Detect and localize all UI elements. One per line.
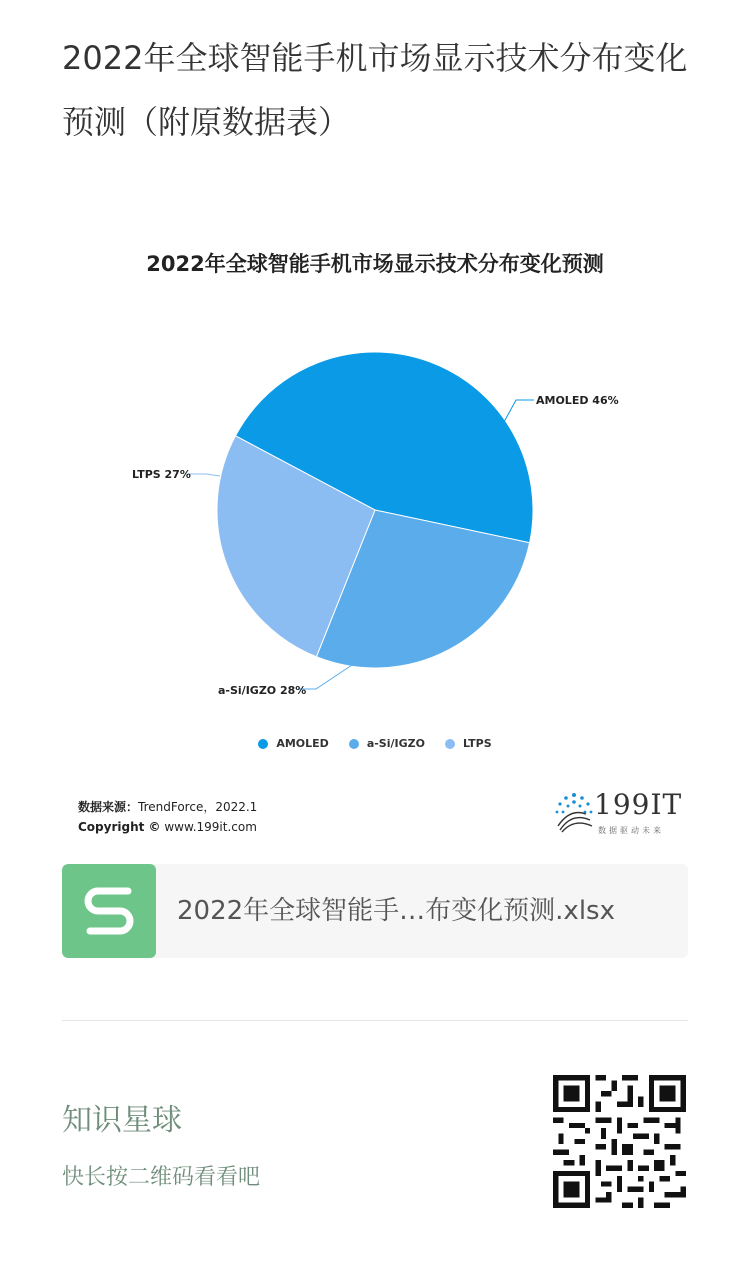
- chart-title: 2022年全球智能手机市场显示技术分布变化预测: [146, 252, 604, 276]
- legend-label: a-Si/IGZO: [366, 737, 425, 750]
- planet-title: 知识星球: [62, 1103, 182, 1138]
- article-title: 2022年全球智能手机市场显示技术分布变化预测（附原数据表）: [62, 39, 688, 141]
- chart-legend: [62, 737, 688, 750]
- planet-subtitle: 快长按二维码看看吧: [62, 1165, 261, 1190]
- copyright-text: www.199it.com: [160, 820, 257, 834]
- legend-item-ltps: [445, 737, 492, 750]
- legend-label: LTPS: [462, 737, 492, 750]
- leader-line-amoled: [504, 400, 534, 422]
- slice-label-amoled: AMOLED 46%: [536, 394, 619, 407]
- divider: [62, 1020, 688, 1021]
- dots-logo-icon: [552, 790, 596, 834]
- legend-item-amoled: [258, 737, 328, 750]
- attachment-file-name: 2022年全球智能手…布变化预测.xlsx: [177, 896, 615, 926]
- qr-code-icon[interactable]: [553, 1075, 686, 1208]
- brand-logo: [552, 788, 682, 838]
- source-text: TrendForce，2022.1: [138, 800, 258, 814]
- leader-line-ltps: [188, 474, 220, 476]
- legend-dot-icon: [349, 739, 359, 749]
- spreadsheet-icon: [62, 864, 156, 958]
- source-label: 数据来源：: [78, 800, 139, 814]
- attachment-card[interactable]: [62, 864, 688, 958]
- chart-image[interactable]: [62, 210, 688, 850]
- legend-dot-icon: [445, 739, 455, 749]
- slice-label-ltps: LTPS 27%: [132, 468, 191, 481]
- copyright-label: Copyright ©: [78, 820, 161, 834]
- pie-chart: [62, 210, 688, 850]
- legend-dot-icon: [258, 739, 268, 749]
- legend-label: AMOLED: [276, 737, 329, 750]
- chart-source: [78, 797, 257, 837]
- logo-slogan: 数据驱动未来: [598, 826, 664, 835]
- logo-text: 199IT: [594, 788, 683, 821]
- slice-label-igzo: a-Si/IGZO 28%: [218, 684, 307, 697]
- legend-item-igzo: [349, 737, 425, 750]
